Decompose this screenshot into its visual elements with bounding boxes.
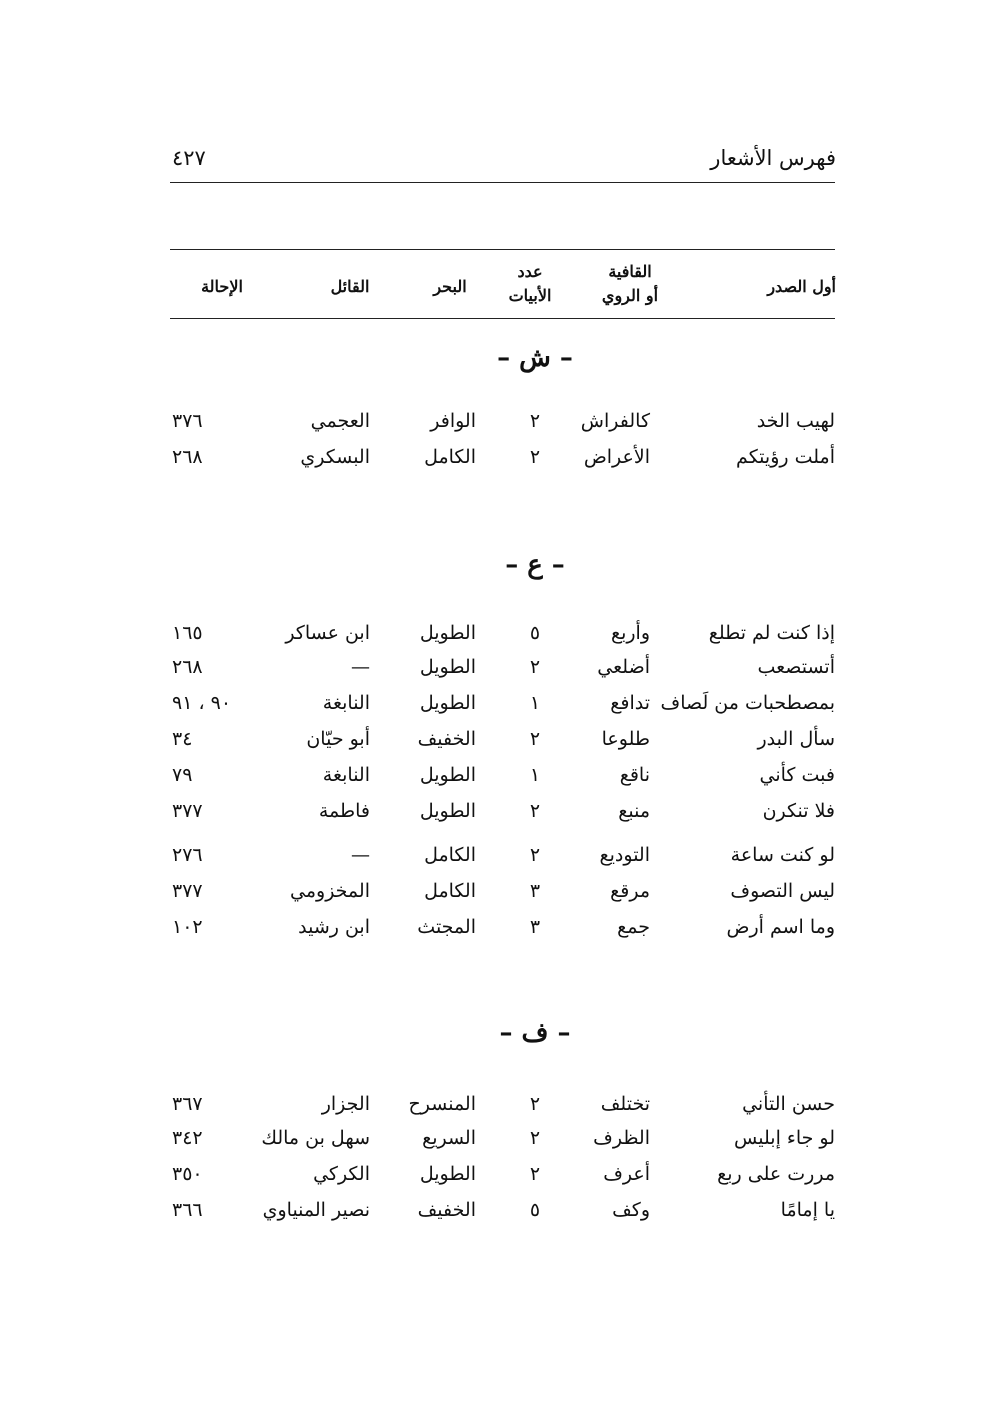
meter-cell: الكامل <box>424 880 476 902</box>
col-header-rhyme <box>580 260 680 308</box>
first-words-cell: بمصطحبات من لَصاف <box>660 692 835 714</box>
verse-count-cell: ٣ <box>529 880 541 902</box>
col-header-count-line2: الأبيات <box>508 286 552 305</box>
reference-cell: ٣٥٠ <box>172 1163 203 1185</box>
meter-cell: الخفيف <box>417 1199 476 1221</box>
reference-cell: ٣٤٢ <box>172 1127 203 1149</box>
verse-count-cell: ١ <box>529 764 541 786</box>
table-row <box>0 1093 998 1125</box>
poet-cell: فاطمة <box>318 800 370 822</box>
table-row <box>0 1199 998 1231</box>
first-words-cell: ليس التصوف <box>730 880 835 902</box>
first-words-cell: سأل البدر <box>757 728 835 750</box>
reference-cell: ٣٤ <box>172 728 193 750</box>
poet-cell: ابن رشيد <box>298 916 370 938</box>
section-letter-heading: – ع – <box>505 550 565 580</box>
table-row <box>0 1127 998 1159</box>
table-row <box>0 446 998 478</box>
verse-count-cell: ٢ <box>529 800 541 822</box>
verse-count-cell: ٢ <box>529 1093 541 1115</box>
reference-cell: ٧٩ <box>172 764 193 786</box>
poet-cell: المخزومي <box>290 880 370 902</box>
verse-count-cell: ٣ <box>529 916 541 938</box>
verse-count-cell: ٢ <box>529 844 541 866</box>
first-words-cell: فلا تنكرن <box>762 800 835 822</box>
reference-cell: ١٦٥ <box>172 622 203 644</box>
meter-cell: الطويل <box>419 800 476 822</box>
poet-cell: الكركي <box>313 1163 370 1185</box>
verse-count-cell: ٢ <box>529 1127 541 1149</box>
running-title: فهرس الأشعار <box>710 146 836 170</box>
first-words-cell: أتستصعب <box>757 656 835 678</box>
poet-cell: سهل بن مالك <box>261 1127 370 1149</box>
reference-cell: ٣٧٧ <box>172 800 203 822</box>
poet-cell: — <box>351 844 370 866</box>
poet-cell: الجزار <box>321 1093 370 1115</box>
rhyme-cell: تدافع <box>610 692 650 714</box>
rhyme-cell: أعرف <box>603 1163 650 1185</box>
table-row <box>0 844 998 876</box>
header-rule <box>170 182 835 183</box>
table-row <box>0 1163 998 1195</box>
verse-count-cell: ٢ <box>529 446 541 468</box>
reference-cell: ٩٠ ، ٩١ <box>172 692 232 714</box>
table-row <box>0 656 998 688</box>
rhyme-cell: مرقع <box>610 880 650 902</box>
table-row <box>0 692 998 724</box>
meter-cell: الطويل <box>419 622 476 644</box>
table-row <box>0 916 998 948</box>
reference-cell: ٣٧٦ <box>172 410 203 432</box>
first-words-cell: فبت كأني <box>759 764 835 786</box>
table-row <box>0 800 998 832</box>
rhyme-cell: التوديع <box>599 844 650 866</box>
col-header-verse-count <box>490 260 570 308</box>
rhyme-cell: طلوعا <box>601 728 650 750</box>
poet-cell: نصير المنياوي <box>262 1199 370 1221</box>
first-words-cell: إذا كنت لم تطلع <box>708 622 835 644</box>
meter-cell: الطويل <box>419 1163 476 1185</box>
first-words-cell: حسن التأني <box>742 1093 835 1115</box>
col-header-rhyme-line1: القافية <box>608 262 652 281</box>
table-row <box>0 880 998 912</box>
meter-cell: الخفيف <box>417 728 476 750</box>
meter-cell: الكامل <box>424 446 476 468</box>
verse-count-cell: ٥ <box>529 1199 541 1221</box>
rhyme-cell: أضلعي <box>597 656 650 678</box>
verse-count-cell: ١ <box>529 692 541 714</box>
meter-cell: السريع <box>422 1127 476 1149</box>
verse-count-cell: ٢ <box>529 410 541 432</box>
first-words-cell: أملت رؤيتكم <box>736 446 835 468</box>
table-row <box>0 622 998 654</box>
first-words-cell: لهيب الخد <box>756 410 835 432</box>
first-words-cell: لو كنت ساعة <box>730 844 835 866</box>
meter-cell: الطويل <box>419 764 476 786</box>
meter-cell: الطويل <box>419 692 476 714</box>
reference-cell: ٣٧٧ <box>172 880 203 902</box>
meter-cell: الكامل <box>424 844 476 866</box>
rhyme-cell: منبع <box>618 800 650 822</box>
poet-cell: العجمي <box>310 410 370 432</box>
rhyme-cell: جمع <box>617 916 650 938</box>
rhyme-cell: ناقع <box>619 764 650 786</box>
poet-cell: النابغة <box>322 692 370 714</box>
meter-cell: الطويل <box>419 656 476 678</box>
col-header-first-words: أول الصدر <box>767 277 836 296</box>
reference-cell: ٢٦٨ <box>172 656 203 678</box>
table-row <box>0 728 998 760</box>
table-row <box>0 764 998 796</box>
rhyme-cell: الظرف <box>593 1127 650 1149</box>
section-letter-heading: – ف – <box>499 1018 571 1048</box>
meter-cell: المنسرح <box>408 1093 476 1115</box>
rhyme-cell: وأربع <box>610 622 650 644</box>
verse-count-cell: ٥ <box>529 622 541 644</box>
col-header-poet: القائل <box>330 277 370 296</box>
rhyme-cell: وكف <box>612 1199 650 1221</box>
meter-cell: الوافر <box>430 410 476 432</box>
col-header-reference: الإحالة <box>201 277 243 296</box>
table-top-rule <box>170 249 835 250</box>
col-header-count-line1: عدد <box>517 262 543 281</box>
rhyme-cell: كالفراش <box>580 410 650 432</box>
poet-cell: — <box>351 656 370 678</box>
poet-cell: النابغة <box>322 764 370 786</box>
col-header-rhyme-line2: أو الروي <box>601 286 659 305</box>
verse-count-cell: ٢ <box>529 728 541 750</box>
first-words-cell: لو جاء إبليس <box>734 1127 835 1149</box>
verse-count-cell: ٢ <box>529 656 541 678</box>
page-number: ٤٢٧ <box>172 146 206 170</box>
rhyme-cell: الأعراض <box>583 446 650 468</box>
section-letter-heading: – ش – <box>497 343 573 373</box>
poet-cell: ابن عساكر <box>285 622 370 644</box>
reference-cell: ٣٦٧ <box>172 1093 203 1115</box>
col-header-meter: البحر <box>433 277 467 296</box>
table-header-rule <box>170 318 835 319</box>
table-row <box>0 410 998 442</box>
meter-cell: المجتث <box>417 916 476 938</box>
rhyme-cell: تختلف <box>600 1093 650 1115</box>
poet-cell: البسكري <box>300 446 370 468</box>
first-words-cell: يا إمامًا <box>780 1199 835 1221</box>
first-words-cell: مررت على ربع <box>717 1163 835 1185</box>
reference-cell: ٢٧٦ <box>172 844 203 866</box>
verse-count-cell: ٢ <box>529 1163 541 1185</box>
reference-cell: ٣٦٦ <box>172 1199 203 1221</box>
reference-cell: ٢٦٨ <box>172 446 203 468</box>
poet-cell: أبو حيّان <box>306 728 370 750</box>
first-words-cell: وما اسم أرض <box>726 916 835 938</box>
reference-cell: ١٠٢ <box>172 916 203 938</box>
